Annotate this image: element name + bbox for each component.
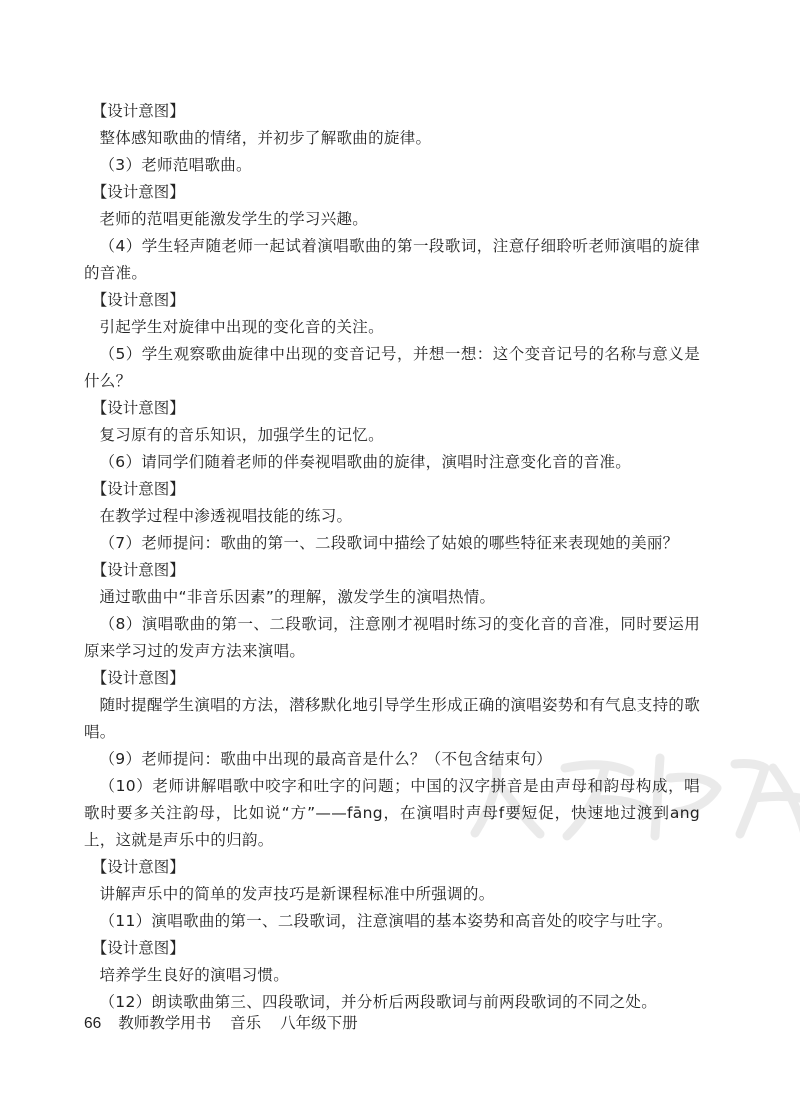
design-intent-heading: 【设计意图】	[91, 399, 185, 417]
body-paragraph: 复习原有的音乐知识，加强学生的记忆。	[99, 426, 384, 444]
step-paragraph: （12）朗读歌曲第三、四段歌词，并分析后两段歌词与前两段歌词的不同之处。	[99, 993, 658, 1011]
design-intent-heading: 【设计意图】	[91, 561, 185, 579]
step-paragraph: （6）请同学们随着老师的伴奏视唱歌曲的旋律，演唱时注意变化音的音准。	[99, 453, 632, 471]
design-intent-heading: 【设计意图】	[91, 669, 185, 687]
step-paragraph: （5）学生观察歌曲旋律中出现的变音记号，并想一想：这个变音记号的名称与意义是什么？	[84, 345, 700, 390]
step-paragraph: （4）学生轻声随老师一起试着演唱歌曲的第一段歌词，注意仔细聆听老师演唱的旋律的音准。	[84, 237, 700, 282]
body-paragraph: 随时提醒学生演唱的方法，潜移默化地引导学生形成正确的演唱姿势和有气息支持的歌唱。	[84, 696, 700, 741]
page-number: 66	[84, 1015, 102, 1032]
design-intent-heading: 【设计意图】	[91, 858, 185, 876]
body-paragraph: 引起学生对旋律中出现的变化音的关注。	[99, 318, 384, 336]
body-paragraph: 整体感知歌曲的情绪，并初步了解歌曲的旋律。	[99, 129, 432, 147]
grade-label: 八年级下册	[280, 1014, 358, 1032]
design-intent-heading: 【设计意图】	[91, 291, 185, 309]
design-intent-heading: 【设计意图】	[91, 102, 185, 120]
step-paragraph: （7）老师提问：歌曲的第一、二段歌词中描绘了姑娘的哪些特征来表现她的美丽？	[99, 534, 679, 552]
body-paragraph: 通过歌曲中“非音乐因素”的理解，激发学生的演唱热情。	[99, 588, 496, 606]
main-text	[84, 98, 700, 1016]
book-title: 教师教学用书	[118, 1014, 212, 1032]
body-paragraph: 讲解声乐中的简单的发声技巧是新课程标准中所强调的。	[99, 885, 495, 903]
page-footer	[84, 1012, 358, 1035]
design-intent-heading: 【设计意图】	[91, 480, 185, 498]
design-intent-heading: 【设计意图】	[91, 183, 185, 201]
step-paragraph: （9）老师提问：歌曲中出现的最高音是什么？（不包含结束句）	[99, 750, 553, 768]
body-paragraph: 老师的范唱更能激发学生的学习兴趣。	[99, 210, 369, 228]
subject-name: 音乐	[230, 1014, 262, 1032]
body-paragraph: 在教学过程中渗透视唱技能的练习。	[99, 507, 353, 525]
step-paragraph: （8）演唱歌曲的第一、二段歌词，注意刚才视唱时练习的变化音的音准，同时要运用原来学习过的发声方法来演唱。	[84, 615, 700, 660]
step-paragraph: （10）老师讲解唱歌中咬字和吐字的问题；中国的汉字拼音是由声母和韵母构成，唱歌时要多关注韵母，比如说“方”——fāng，在演唱时声母f要短促，快速地过渡到ang上，这就是声乐中的归韵。	[84, 777, 700, 849]
body-paragraph: 培养学生良好的演唱习惯。	[99, 966, 290, 984]
step-paragraph: （3）老师范唱歌曲。	[99, 156, 252, 174]
design-intent-heading: 【设计意图】	[91, 939, 185, 957]
step-paragraph: （11）演唱歌曲的第一、二段歌词，注意演唱的基本姿势和高音处的咬字与吐字。	[99, 912, 673, 930]
